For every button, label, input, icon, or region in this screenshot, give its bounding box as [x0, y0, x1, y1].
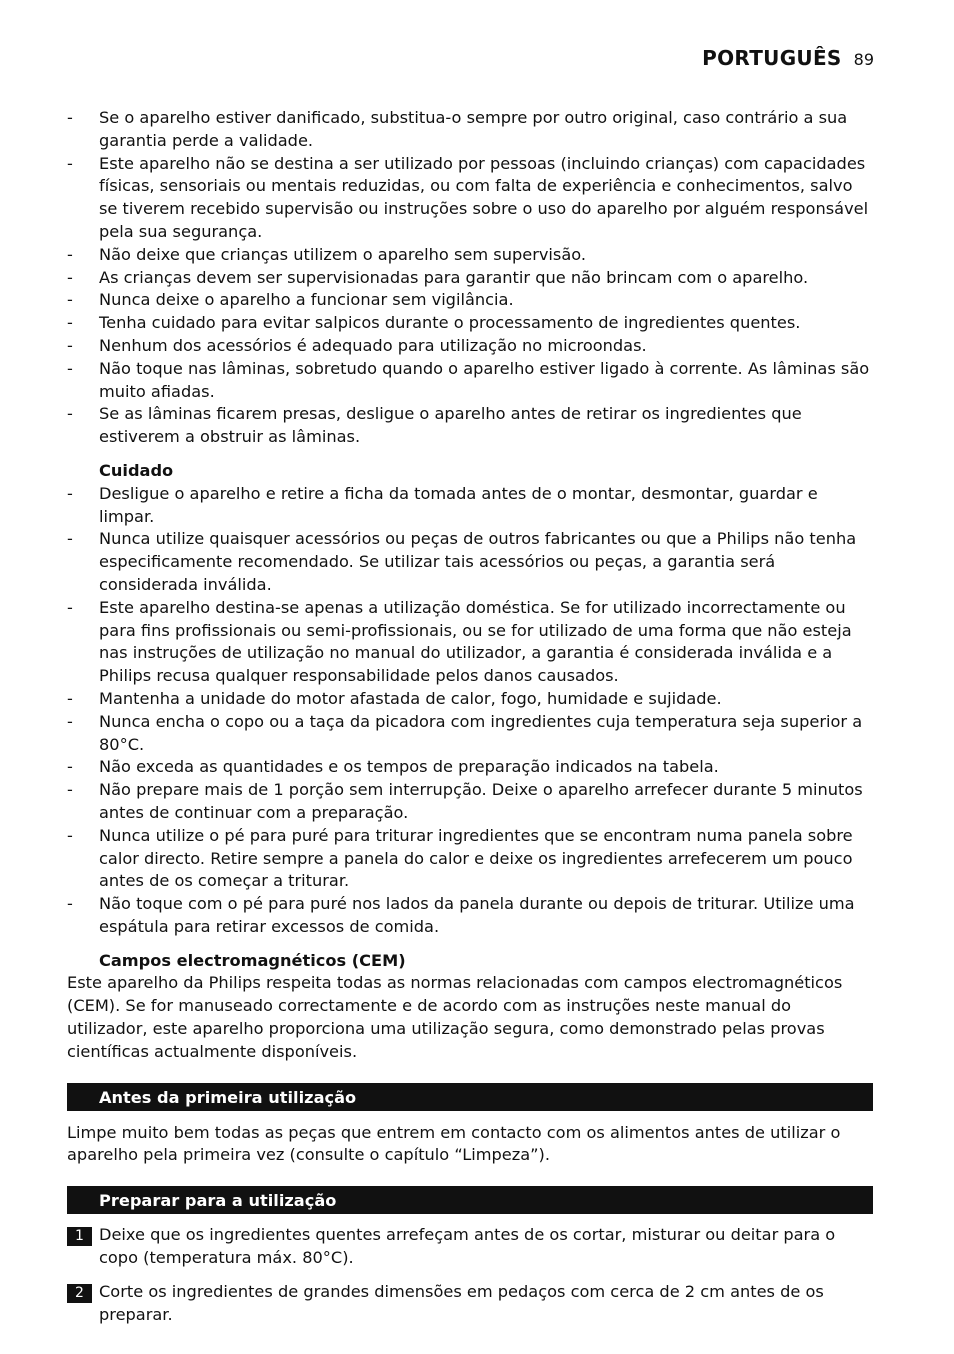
list-item-text: Tenha cuidado para evitar salpicos durante o processamento de ingredientes quentes. — [99, 313, 801, 333]
list-item-text: Não toque com o pé para puré nos lados da panela durante ou depois de triturar. Utilize uma espátula para retirar excessos de comida. — [99, 894, 855, 936]
first-use-paragraph: Limpe muito bem todas as peças que entrem em contacto com os alimentos antes de utilizar o aparelho pela primeira vez (consulte o capítulo “Limpeza”). — [67, 1122, 841, 1165]
page-header — [702, 46, 874, 70]
dash-bullet: - — [67, 597, 73, 617]
list-item-text: Nenhum dos acessórios é adequado para utilização no microondas. — [99, 335, 647, 355]
language-label: PORTUGUÊS — [702, 46, 842, 70]
list-item-text: Não prepare mais de 1 porção sem interrupção. Deixe o aparelho arrefecer durante 5 minutos antes de continuar com a preparação. — [99, 780, 863, 822]
list-item — [67, 153, 873, 244]
caution-list — [67, 483, 873, 939]
dash-bullet: - — [67, 825, 73, 845]
list-item-text: Se as lâminas ficarem presas, desligue o aparelho antes de retirar os ingredientes que estiverem a obstruir as lâminas. — [99, 404, 802, 447]
dash-bullet: - — [67, 483, 73, 503]
list-item-text: Se o aparelho estiver danificado, substitua-o sempre por outro original, caso contrário a sua garantia perde a validade. — [99, 108, 848, 150]
list-item-text: Este aparelho destina-se apenas a utilização doméstica. Se for utilizado incorrectamente ou para fins profissionais ou semi-profissionais, ou se for utilizado de uma forma que não esteja nas instruções de utilização no manual do utilizador, a garantia é considerada inválida e a Philips recusa qualquer responsabilidade pelos danos causados. — [99, 597, 852, 686]
list-item-text: Nunca utilize quaisquer acessórios ou peças de outros fabricantes ou que a Philips não tenha especificamente recomendado. Se utilizar tais acessórios ou peças, a garantia será considerada inválida. — [99, 529, 857, 594]
dash-bullet: - — [67, 780, 73, 800]
list-item-text: Mantenha a unidade do motor afastada de calor, fogo, humidade e sujidade. — [99, 688, 722, 708]
list-item-text: As crianças devem ser supervisionadas para garantir que não brincam com o aparelho. — [99, 267, 809, 287]
prepare-steps — [67, 1224, 873, 1326]
list-item — [67, 688, 873, 711]
dash-bullet: - — [67, 290, 73, 310]
step-number-badge: 1 — [67, 1227, 92, 1246]
page-number: 89 — [853, 50, 874, 69]
list-item — [67, 597, 873, 688]
step-text: Deixe que os ingredientes quentes arrefeçam antes de os cortar, misturar ou deitar para o copo (temperatura máx. 80°C). — [99, 1225, 836, 1268]
list-item-text: Não toque nas lâminas, sobretudo quando o aparelho estiver ligado à corrente. As lâminas são muito afiadas. — [99, 358, 870, 401]
list-item — [67, 528, 873, 596]
page-content — [67, 107, 873, 1337]
step-number-badge: 2 — [67, 1284, 92, 1303]
list-item — [67, 312, 873, 335]
list-item-text: Não exceda as quantidades e os tempos de preparação indicados na tabela. — [99, 757, 719, 777]
list-item — [67, 358, 873, 404]
list-item — [67, 893, 873, 939]
list-item — [67, 711, 873, 757]
list-item-text: Desligue o aparelho e retire a ficha da tomada antes de o montar, desmontar, guardar e limpar. — [99, 483, 818, 526]
list-item-text: Nunca encha o copo ou a taça da picadora com ingredientes cuja temperatura seja superior a 80°C. — [99, 711, 863, 754]
dash-bullet: - — [67, 267, 73, 287]
list-item-text: Não deixe que crianças utilizem o aparelho sem supervisão. — [99, 244, 587, 264]
list-item-text: Nunca deixe o aparelho a funcionar sem vigilância. — [99, 290, 514, 310]
list-item — [67, 267, 873, 290]
step-item — [67, 1281, 873, 1327]
dash-bullet: - — [67, 711, 73, 731]
safety-list — [67, 107, 873, 449]
emf-heading: Campos electromagnéticos (CEM) — [99, 950, 406, 970]
dash-bullet: - — [67, 358, 73, 378]
section-bar-first-use: Antes da primeira utilização — [67, 1083, 873, 1111]
dash-bullet: - — [67, 894, 73, 914]
list-item — [67, 403, 873, 449]
dash-bullet: - — [67, 244, 73, 264]
dash-bullet: - — [67, 335, 73, 355]
list-item — [67, 756, 873, 779]
dash-bullet: - — [67, 153, 73, 173]
section-bar-prepare: Preparar para a utilização — [67, 1186, 873, 1214]
list-item — [67, 779, 873, 825]
list-item — [67, 335, 873, 358]
dash-bullet: - — [67, 313, 73, 333]
dash-bullet: - — [67, 757, 73, 777]
list-item — [67, 825, 873, 893]
list-item-text: Este aparelho não se destina a ser utilizado por pessoas (incluindo crianças) com capacidades físicas, sensoriais ou mentais reduzidas, ou com falta de experiência e conhecimentos, salvo se tiverem recebido supervisão ou instruções sobre o uso do aparelho por alguém responsável pela sua segurança. — [99, 153, 869, 241]
list-item — [67, 244, 873, 267]
dash-bullet: - — [67, 108, 73, 127]
list-item — [67, 483, 873, 529]
dash-bullet: - — [67, 688, 73, 708]
step-item — [67, 1224, 873, 1270]
emf-paragraph: Este aparelho da Philips respeita todas as normas relacionadas com campos electromagnéticos (CEM). Se for manuseado correctamente e de acordo com as instruções neste manual do utilizador, este aparelho proporciona uma utilização segura, como demonstrado pelas provas científicas actualmente disponíveis. — [67, 973, 843, 1061]
caution-heading: Cuidado — [99, 460, 174, 480]
list-item — [67, 107, 873, 153]
list-item-text: Nunca utilize o pé para puré para triturar ingredientes que se encontram numa panela sobre calor directo. Retire sempre a panela do calor e deixe os ingredientes arrefecerem um pouco antes de os começar a triturar. — [99, 825, 853, 891]
dash-bullet: - — [67, 529, 73, 549]
step-text: Corte os ingredientes de grandes dimensões em pedaços com cerca de 2 cm antes de os preparar. — [99, 1281, 824, 1324]
dash-bullet: - — [67, 404, 73, 424]
list-item — [67, 289, 873, 312]
